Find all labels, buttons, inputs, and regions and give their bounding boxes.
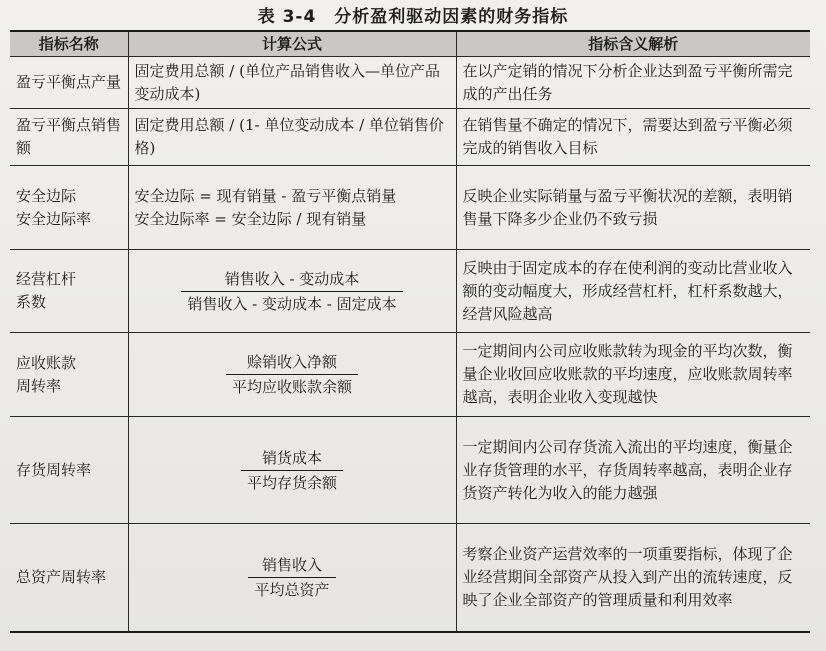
metric-name: 盈亏平衡点产量 bbox=[10, 57, 128, 109]
metric-meaning: 一定期间内公司存货流入流出的平均速度，衡量企业存货管理的水平，存货周转率越高，表明企业存货资产转化为收入的能力越强 bbox=[456, 417, 810, 524]
table-row bbox=[10, 57, 810, 109]
table-row bbox=[10, 166, 810, 250]
metric-formula: 固定费用总额 / (单位产品销售收入—单位产品变动成本) bbox=[128, 57, 456, 109]
metric-formula bbox=[128, 250, 456, 333]
formula-fraction bbox=[248, 553, 335, 602]
formula-numerator: 销售收入 - 变动成本 bbox=[181, 267, 402, 292]
formula-denominator: 平均应收账款余额 bbox=[231, 378, 352, 396]
header-meaning: 指标含义解析 bbox=[456, 31, 810, 57]
metric-name-line: 安全边际率 bbox=[16, 209, 92, 228]
metric-name: 总资产周转率 bbox=[10, 524, 128, 632]
metric-name: 盈亏平衡点销售额 bbox=[10, 109, 128, 166]
table-row bbox=[10, 109, 810, 166]
formula-line: 安全边际率 = 安全边际 / 现有销量 bbox=[134, 209, 367, 228]
metric-name-line: 系数 bbox=[16, 293, 47, 311]
formula-numerator: 销货成本 bbox=[241, 446, 343, 471]
table-row bbox=[10, 333, 810, 417]
metric-name-line: 安全边际 bbox=[16, 186, 77, 205]
metric-formula bbox=[128, 524, 456, 632]
formula-numerator: 赊销收入净额 bbox=[226, 350, 358, 375]
metric-formula: 固定费用总额 / (1- 单位变动成本 / 单位销售价格) bbox=[128, 109, 456, 166]
metric-meaning: 在销售量不确定的情况下，需要达到盈亏平衡必须完成的销售收入目标 bbox=[456, 109, 810, 166]
formula-line: 安全边际 = 现有销量 - 盈亏平衡点销量 bbox=[134, 186, 397, 205]
metric-name bbox=[10, 250, 128, 333]
metric-formula bbox=[128, 166, 456, 250]
table-row bbox=[10, 524, 810, 632]
formula-denominator: 平均存货余额 bbox=[246, 473, 337, 492]
formula-fraction bbox=[181, 267, 402, 316]
metric-meaning: 反映由于固定成本的存在使利润的变动比营业收入额的变动幅度大，形成经营杠杆，杠杆系数越大，经营风险越高 bbox=[456, 250, 810, 333]
metric-name-line: 周转率 bbox=[16, 376, 62, 395]
header-row bbox=[10, 31, 810, 57]
table-row bbox=[10, 417, 810, 524]
table-row bbox=[10, 250, 810, 333]
financial-metrics-table bbox=[10, 30, 810, 633]
metric-meaning: 在以产定销的情况下分析企业达到盈亏平衡所需完成的产出任务 bbox=[456, 57, 810, 109]
formula-fraction bbox=[226, 350, 358, 399]
header-metric-name: 指标名称 bbox=[10, 31, 128, 57]
metric-meaning: 一定期间内公司应收账款转为现金的平均次数，衡量企业收回应收账款的平均速度，应收账款周转率越高，表明企业收入变现越快 bbox=[456, 333, 810, 417]
metric-formula bbox=[128, 417, 456, 524]
formula-numerator: 销售收入 bbox=[248, 553, 335, 578]
metric-meaning: 反映企业实际销量与盈亏平衡状况的差额，表明销售量下降多少企业仍不致亏损 bbox=[456, 166, 810, 250]
header-formula: 计算公式 bbox=[128, 31, 456, 57]
metric-name: 存货周转率 bbox=[10, 417, 128, 524]
metric-name-line: 经营杠杆 bbox=[16, 270, 77, 288]
metric-formula bbox=[128, 333, 456, 417]
formula-denominator: 平均总资产 bbox=[254, 580, 330, 599]
table-title: 表 3-4 分析盈利驱动因素的财务指标 bbox=[257, 7, 569, 27]
formula-fraction bbox=[241, 446, 343, 495]
metric-name bbox=[10, 166, 128, 250]
formula-denominator: 销售收入 - 变动成本 - 固定成本 bbox=[187, 294, 397, 313]
metric-name-line: 应收账款 bbox=[16, 353, 77, 372]
metric-meaning: 考察企业资产运营效率的一项重要指标，体现了企业经营期间全部资产从投入到产出的流转速度，反映了企业全部资产的管理质量和利用效率 bbox=[456, 524, 810, 632]
metric-name bbox=[10, 333, 128, 417]
